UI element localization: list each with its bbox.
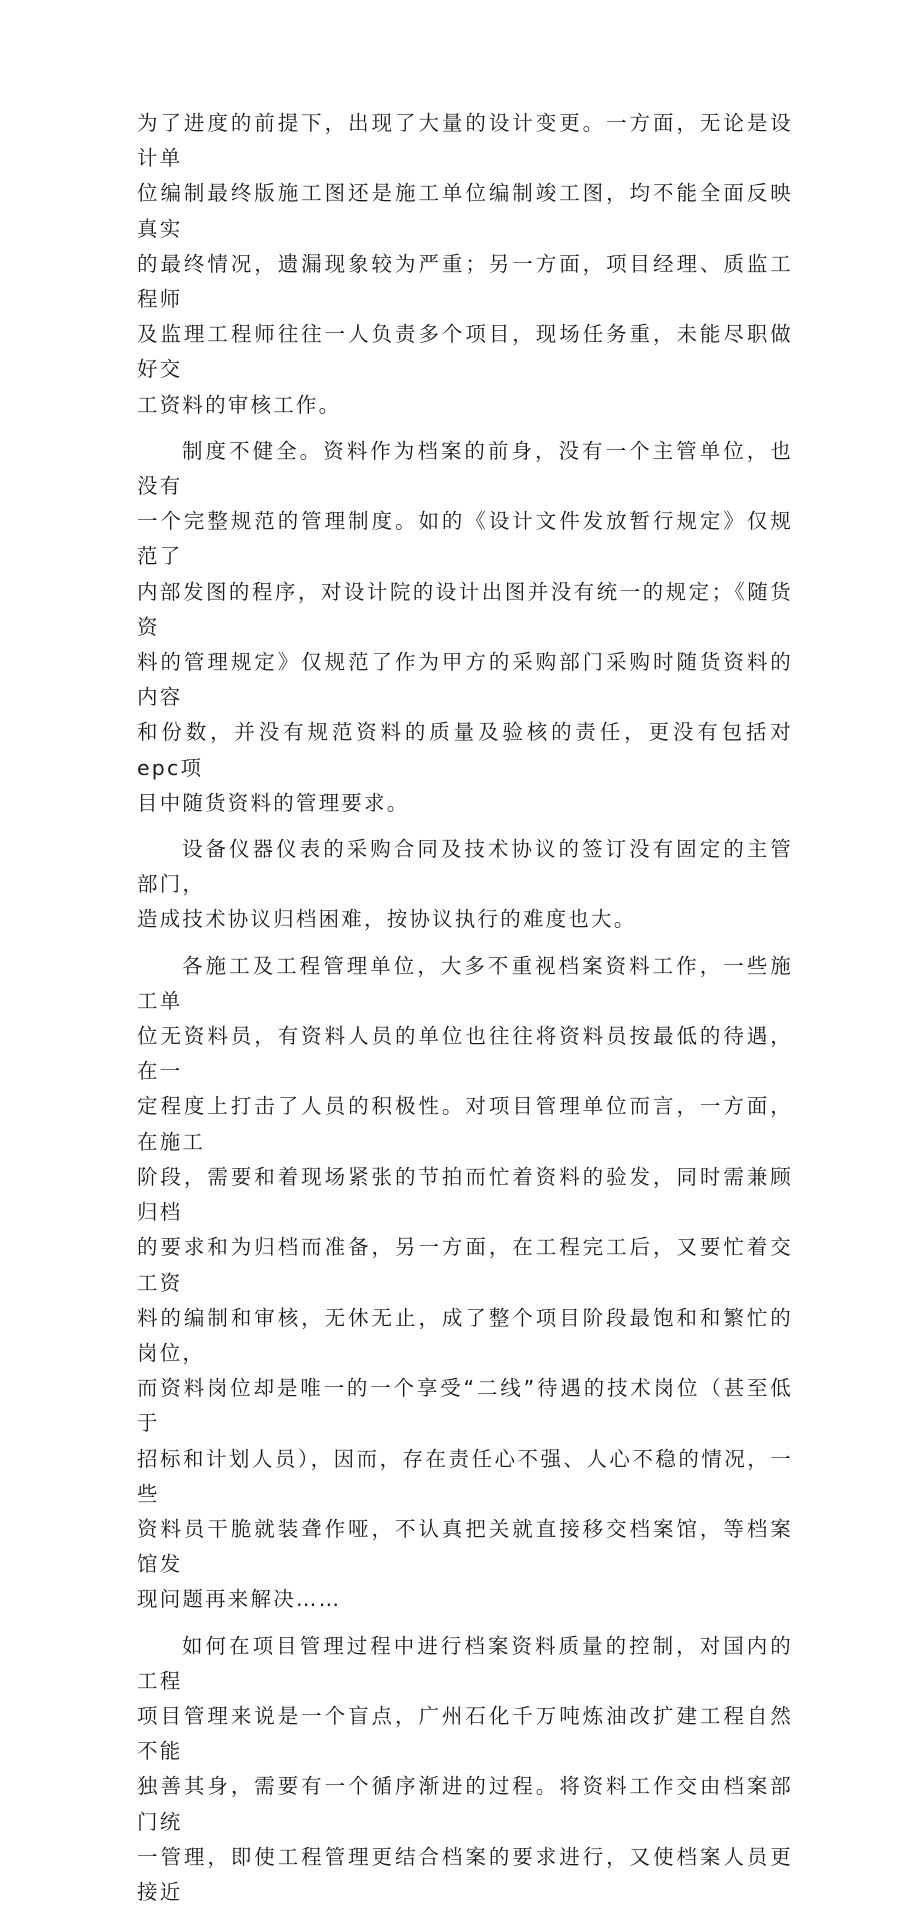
text-line: 为了进度的前提下，出现了大量的设计变更。一方面，无论是设计单 [137, 111, 793, 171]
text-line: 内部发图的程序，对设计院的设计出图并没有统一的规定；《随货资 [137, 579, 793, 639]
paragraph-1 [137, 106, 793, 423]
paragraph-3 [137, 832, 793, 938]
text-line: 一管理，即使工程管理更结合档案的要求进行，又使档案人员更接近 [137, 1844, 793, 1904]
text-line: 造成技术协议归档困难，按协议执行的难度也大。 [137, 907, 637, 932]
text-line: 目中随货资料的管理要求。 [137, 790, 410, 815]
text-line: 制度不健全。资料作为档案的前身，没有一个主管单位，也没有 [137, 438, 793, 499]
text-line: 设备仪器仪表的采购合同及技术协议的签订没有固定的主管部门， [137, 837, 793, 897]
text-line: 的最终情况，遗漏现象较为严重；另一方面，项目经理、质监工程师 [137, 251, 793, 312]
text-line: 项目管理来说是一个盲点，广州石化千万吨炼油改扩建工程自然不能 [137, 1703, 793, 1764]
text-line: 而资料岗位却是唯一的一个享受“二线”待遇的技术岗位（甚至低于 [137, 1376, 793, 1436]
text-line: 料的编制和审核，无休无止，成了整个项目阶段最饱和和繁忙的岗位， [137, 1305, 793, 1365]
text-line: 料的管理规定》仅规范了作为甲方的采购部门采购时随货资料的内容 [137, 650, 793, 710]
text-line: 如何在项目管理过程中进行档案资料质量的控制，对国内的工程 [137, 1633, 793, 1693]
text-line: 定程度上打击了人员的积极性。对项目管理单位而言，一方面，在施工 [137, 1094, 793, 1154]
document-body [137, 106, 793, 1910]
text-line: 阶段，需要和着现场紧张的节拍而忙着资料的验发，同时需兼顾归档 [137, 1164, 793, 1225]
text-line: 的要求和为归档而准备，另一方面，在工程完工后，又要忙着交工资 [137, 1235, 793, 1295]
text-line: 和份数，并没有规范资料的质量及验核的责任，更没有包括对epc项 [137, 720, 793, 780]
text-line: 各施工及工程管理单位，大多不重视档案资料工作，一些施工单 [137, 953, 793, 1013]
text-line: 位无资料员，有资料人员的单位也往往将资料员按最低的待遇，在一 [137, 1024, 793, 1084]
text-line: 招标和计划人员），因而，存在责任心不强、人心不稳的情况，一些 [137, 1446, 793, 1506]
text-line: 独善其身，需要有一个循序渐进的过程。将资料工作交由档案部门统 [137, 1774, 793, 1834]
text-line: 工资料的审核工作。 [137, 392, 342, 417]
paragraph-5 [137, 1629, 793, 1910]
paragraph-4 [137, 949, 793, 1618]
text-line: 现问题再来解决…… [137, 1587, 342, 1612]
paragraph-2 [137, 434, 793, 821]
text-line: 及监理工程师往往一人负责多个项目，现场任务重，未能尽职做好交 [137, 322, 793, 382]
text-line: 位编制最终版施工图还是施工单位编制竣工图，均不能全面反映真实 [137, 181, 793, 241]
text-line: 资料员干脆就装聋作哑，不认真把关就直接移交档案馆，等档案馆发 [137, 1516, 793, 1577]
text-line: 一个完整规范的管理制度。如的《设计文件发放暂行规定》仅规范了 [137, 509, 793, 569]
